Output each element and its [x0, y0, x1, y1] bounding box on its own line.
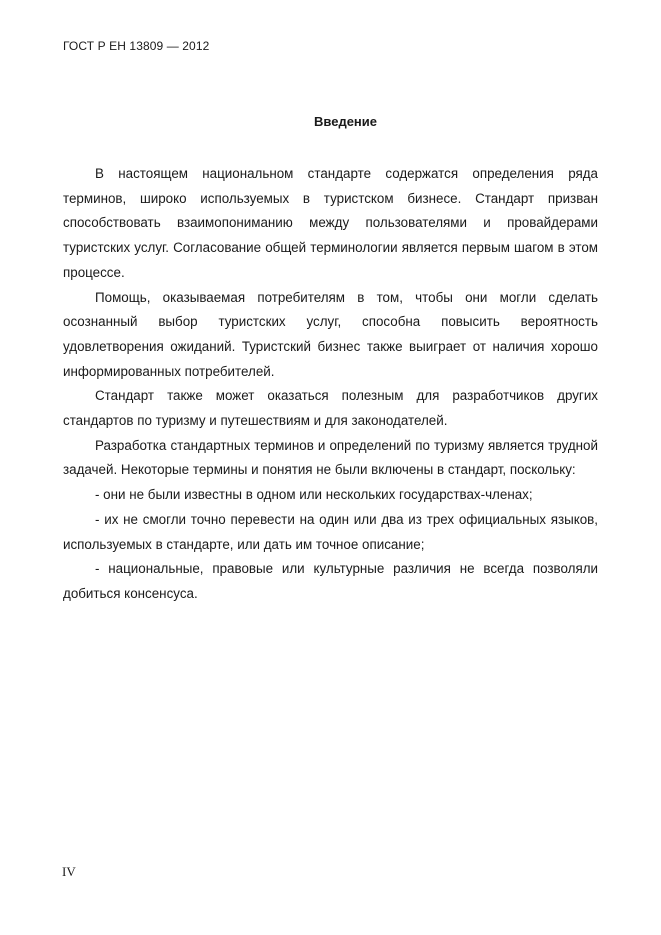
paragraph: Стандарт также может оказаться полезным для разработчиков других стандартов по туризму и путешествиям и для законодателей. — [63, 388, 598, 429]
list-item: - они не были известны в одном или нескольких государствах-членах; — [95, 487, 533, 503]
standard-header: ГОСТ Р ЕН 13809 — 2012 — [63, 39, 210, 53]
page-number: IV — [62, 864, 76, 879]
section-body — [63, 162, 598, 607]
list-item: - национальные, правовые или культурные различия не всегда позволяли добиться консенсуса. — [63, 561, 598, 601]
paragraph: В настоящем национальном стандарте содержатся определения ряда терминов, широко используемых в туристском бизнесе. Стандарт призван способствовать взаимопониманию между пользователями и провайдерами туристских услуг. Согласование общей терминологии является первым шагом в этом процессе. — [63, 166, 598, 280]
paragraph: Помощь, оказываемая потребителям в том, чтобы они могли сделать осознанный выбор туристских услуг, способна повысить вероятность удовлетворения ожиданий. Туристский бизнес также выиграет от наличия хорошо информированных потребителей. — [63, 289, 598, 379]
list-item: - их не смогли точно перевести на один или два из трех официальных языков, используемых в стандарте, или дать им точное описание; — [63, 511, 598, 552]
paragraph: Разработка стандартных терминов и определений по туризму является трудной задачей. Некоторые термины и понятия не были включены в стандарт, поскольку: — [63, 437, 598, 478]
section-title: Введение — [314, 114, 377, 129]
